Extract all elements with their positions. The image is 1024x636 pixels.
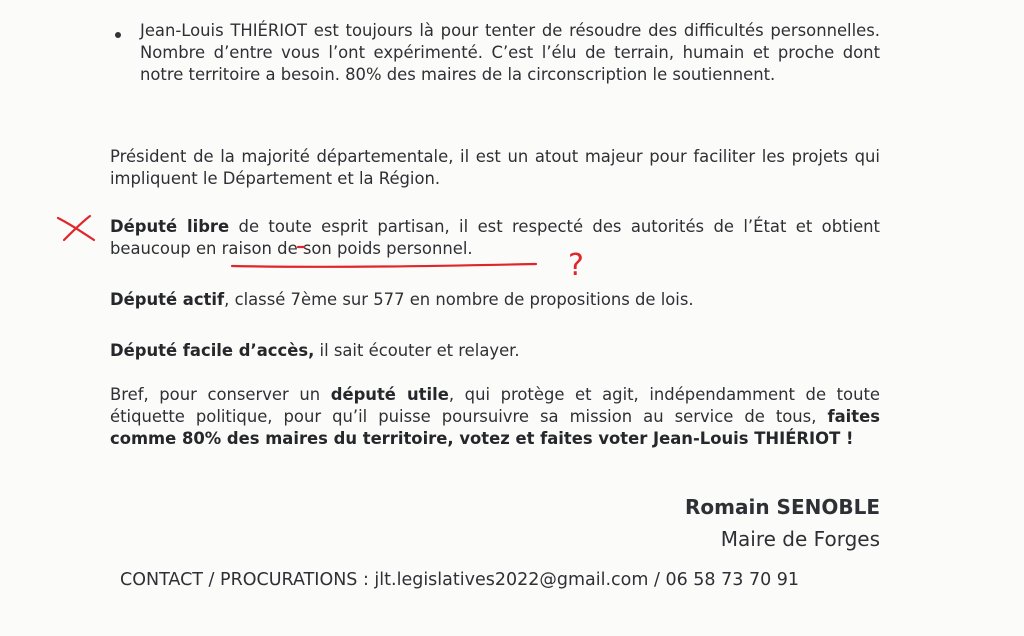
signature-name: Romain SENOBLE [685,495,880,519]
question-mark-annotation: ? [568,248,584,283]
bref-text-1: Bref, pour conserver un [110,385,331,404]
depute-libre-text: de toute esprit partisan, il est respecté des autorités de l’État et obtient beaucoup en [110,217,880,258]
depute-actif-text: , classé 7ème sur 577 en nombre de propositions de lois. [224,290,694,309]
cross-mark-icon [58,216,94,240]
paragraph-president: Président de la majorité départementale, il est un atout majeur pour faciliter les projets qui impliquent le Département et la Région. [110,147,880,188]
contact-line: CONTACT / PROCURATIONS : jlt.legislatives2022@gmail.com / 06 58 73 70 91 [120,570,800,590]
depute-utile-bold: député utile [330,385,449,404]
depute-libre-bold: Député libre [110,217,230,236]
bref-text-2: , qui protège et agit, indépendamment de toute étiquette politique, pour qu’il puisse poursuivre sa mission au service de tous, [110,385,880,426]
bullet-paragraph: Jean-Louis THIÉRIOT est toujours là pour tenter de résoudre des difficultés personnelles. Nombre d’entre vous l’ont expérimenté. C’est l’élu de terrain, humain et proche dont notre territoire a besoin. 80% des maires de la circonscription le soutiennent. [140,21,880,84]
underlined-phrase: raison de son poids personnel [221,239,468,258]
underline-stroke [232,264,536,267]
depute-libre-end: . [467,239,473,258]
depute-acces-text: il sait écouter et relayer. [314,341,520,360]
depute-actif-bold: Député actif [110,290,225,309]
call-to-vote-bold: faites comme 80% des maires du territoire, votez et faites voter Jean-Louis THIÉRIOT ! [110,407,880,448]
signature-title: Maire de Forges [720,527,880,551]
depute-acces-bold: Député facile d’accès, [110,341,315,360]
